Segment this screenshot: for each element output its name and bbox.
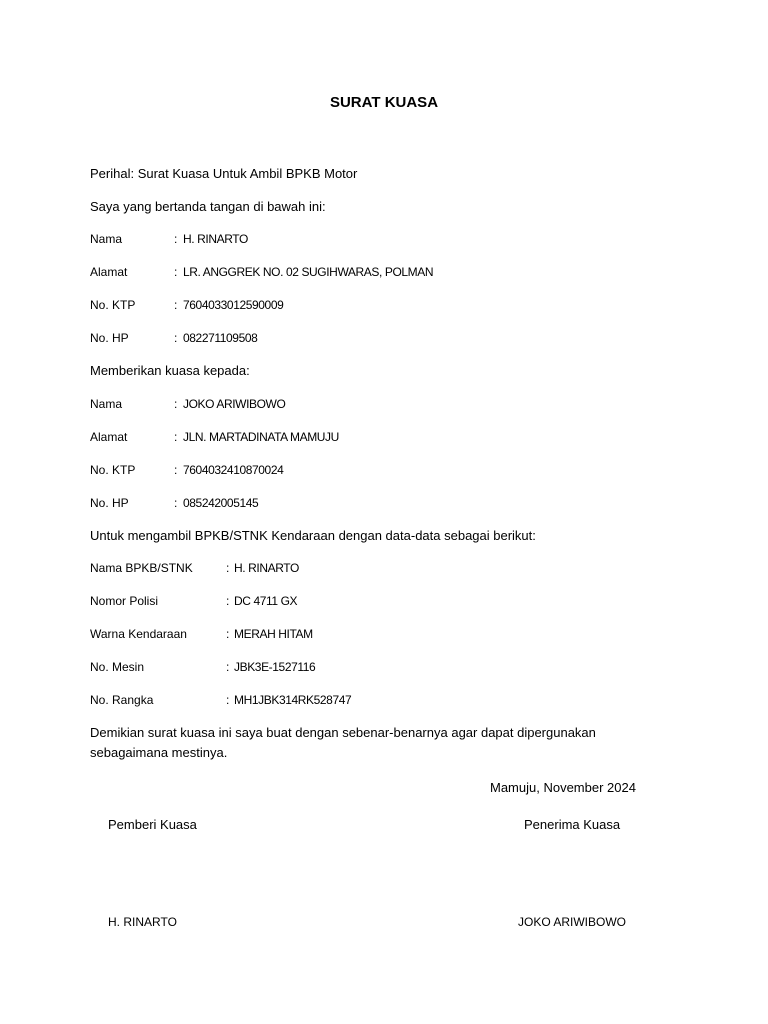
kuasa-intro-line: Memberikan kuasa kepada: [90,363,250,378]
field-colon: : [226,660,230,674]
field-value: MERAH HITAM [234,627,313,641]
field-label: No. KTP [90,463,136,477]
pemberi-address-row [90,265,434,279]
pemberi-kuasa-name: H. RINARTO [108,915,177,929]
field-label: Nama [90,397,123,411]
field-value: 085242005145 [183,496,259,510]
penerima-hp-row [90,496,259,510]
penerima-address-row [90,430,339,444]
field-value: JLN. MARTADINATA MAMUJU [183,430,339,444]
kendaraan-intro-line: Untuk mengambil BPKB/STNK Kendaraan dengan data-data sebagai berikut: [90,528,536,543]
field-colon: : [174,232,178,246]
document-title: SURAT KUASA [329,94,439,111]
field-colon: : [226,594,230,608]
intro-line: Saya yang bertanda tangan di bawah ini: [90,199,326,214]
pemberi-hp-row [90,331,258,345]
pemberi-ktp-row [90,298,284,312]
field-colon: : [174,463,178,477]
penerima-ktp-row [90,463,284,477]
field-value: JBK3E-1527116 [234,660,316,674]
field-value: 082271109508 [183,331,258,345]
field-value: DC 4711 GX [234,594,298,608]
vehicle-owner-row [90,561,299,575]
field-value: 7604032410870024 [183,463,284,477]
field-label: No. HP [90,331,129,345]
place-date: Mamuju, November 2024 [490,780,636,795]
subject-line: Perihal: Surat Kuasa Untuk Ambil BPKB Motor [90,166,358,181]
field-colon: : [174,496,178,510]
field-value: H. RINARTO [234,561,299,575]
field-label: No. HP [90,496,129,510]
field-label: No. Mesin [90,660,145,674]
field-value: H. RINARTO [183,232,248,246]
vehicle-chassis-row [90,693,352,707]
penerima-kuasa-name: JOKO ARIWIBOWO [518,915,627,929]
field-colon: : [174,397,178,411]
vehicle-color-row [90,627,313,641]
pemberi-kuasa-label: Pemberi Kuasa [108,817,197,832]
vehicle-engine-row [90,660,316,674]
field-value: LR. ANGGREK NO. 02 SUGIHWARAS, POLMAN [183,265,434,279]
field-label: No. KTP [90,298,136,312]
penerima-kuasa-label: Penerima Kuasa [524,817,621,832]
field-colon: : [226,693,230,707]
field-colon: : [226,627,230,641]
field-colon: : [174,298,178,312]
field-label: Warna Kendaraan [90,627,187,641]
field-colon: : [226,561,230,575]
field-label: Alamat [90,430,128,444]
field-label: Alamat [90,265,128,279]
field-value: MH1JBK314RK528747 [234,693,352,707]
pemberi-name-row [90,232,248,246]
field-colon: : [174,331,178,345]
vehicle-plate-row [90,594,298,608]
field-value: 7604033012590009 [183,298,284,312]
field-label: Nama BPKB/STNK [90,561,193,575]
penerima-name-row [90,397,286,411]
field-label: No. Rangka [90,693,154,707]
field-colon: : [174,430,178,444]
field-value: JOKO ARIWIBOWO [183,397,286,411]
field-label: Nomor Polisi [90,594,159,608]
field-colon: : [174,265,178,279]
field-label: Nama [90,232,123,246]
closing-paragraph: Demikian surat kuasa ini saya buat dengan sebenar-benarnya agar dapat dipergunakan sebagaimana mestinya. [90,725,596,760]
